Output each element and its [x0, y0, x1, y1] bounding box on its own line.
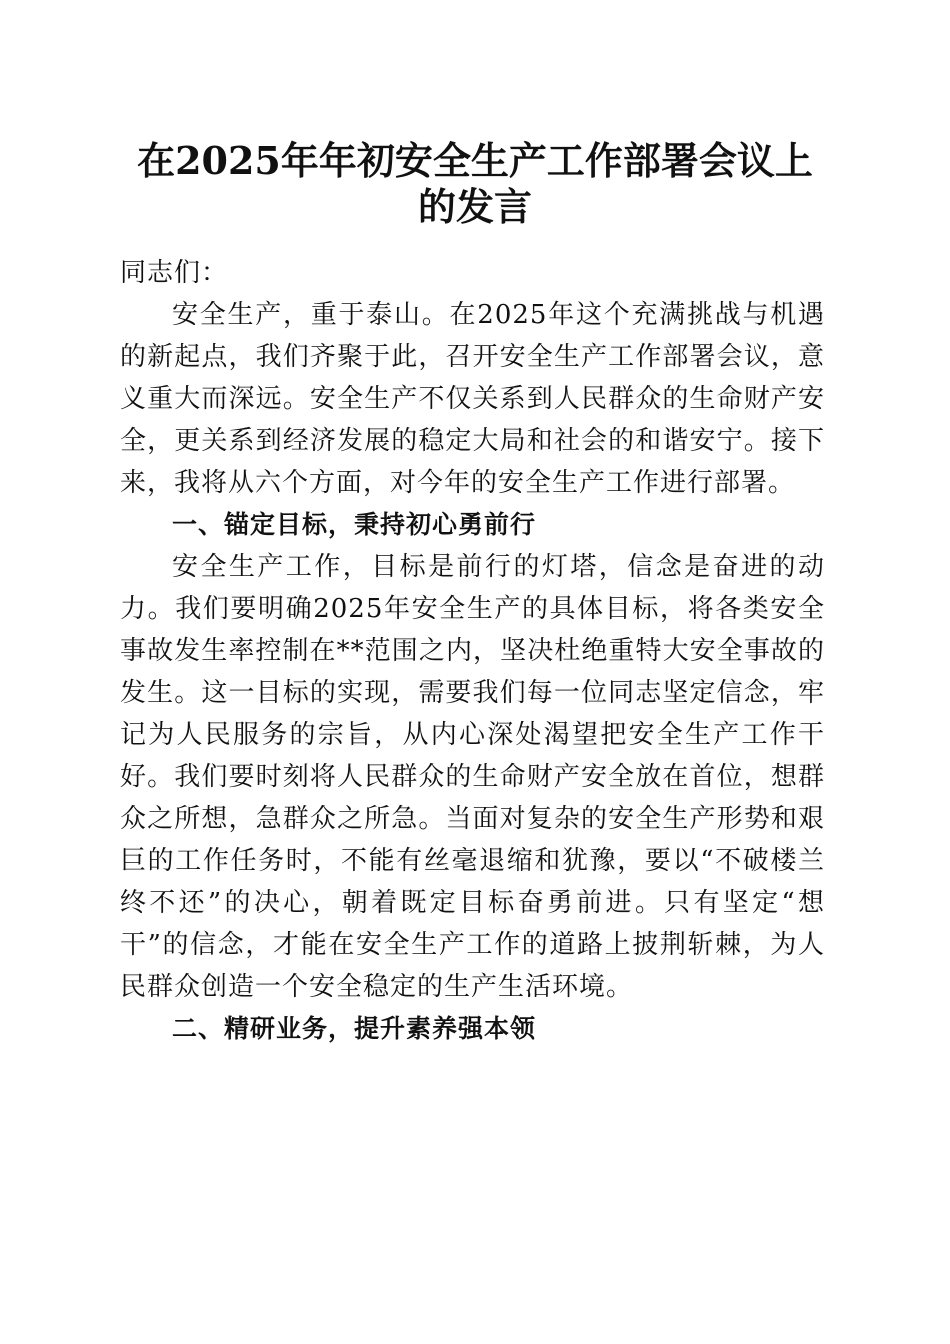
section-1-heading: 一、锚定目标，秉持初心勇前行 [172, 510, 537, 539]
document-body [120, 252, 825, 1050]
section-1-paragraph: 安全生产工作，目标是前行的灯塔，信念是奋进的动力。我们要明确2025年安全生产的具体目标，将各类安全事故发生率控制在**范围之内，坚决杜绝重特大安全事故的发生。这一目标的实现，需要我们每一位同志坚定信念，牢记为人民服务的宗旨，从内心深处渴望把安全生产工作干好。我们要时刻将人民群众的生命财产安全放在首位，想群众之所想，急群众之所急。当面对复杂的安全生产形势和艰巨的工作任务时，不能有丝毫退缩和犹豫，要以“不破楼兰终不还”的决心，朝着既定目标奋勇前进。只有坚定“想干”的信念，才能在安全生产工作的道路上披荆斩棘，为人民群众创造一个安全稳定的生产生活环境。 [120, 552, 825, 1002]
salutation: 同志们： [120, 258, 229, 288]
section-2-heading: 二、精研业务，提升素养强本领 [172, 1014, 537, 1043]
document-title: 在2025年年初安全生产工作部署会议上的发言 [137, 138, 813, 229]
intro-paragraph: 安全生产，重于泰山。在2025年这个充满挑战与机遇的新起点，我们齐聚于此，召开安全生产工作部署会议，意义重大而深远。安全生产不仅关系到人民群众的生命财产安全，更关系到经济发展的稳定大局和社会的和谐安宁。接下来，我将从六个方面，对今年的安全生产工作进行部署。 [120, 300, 825, 498]
